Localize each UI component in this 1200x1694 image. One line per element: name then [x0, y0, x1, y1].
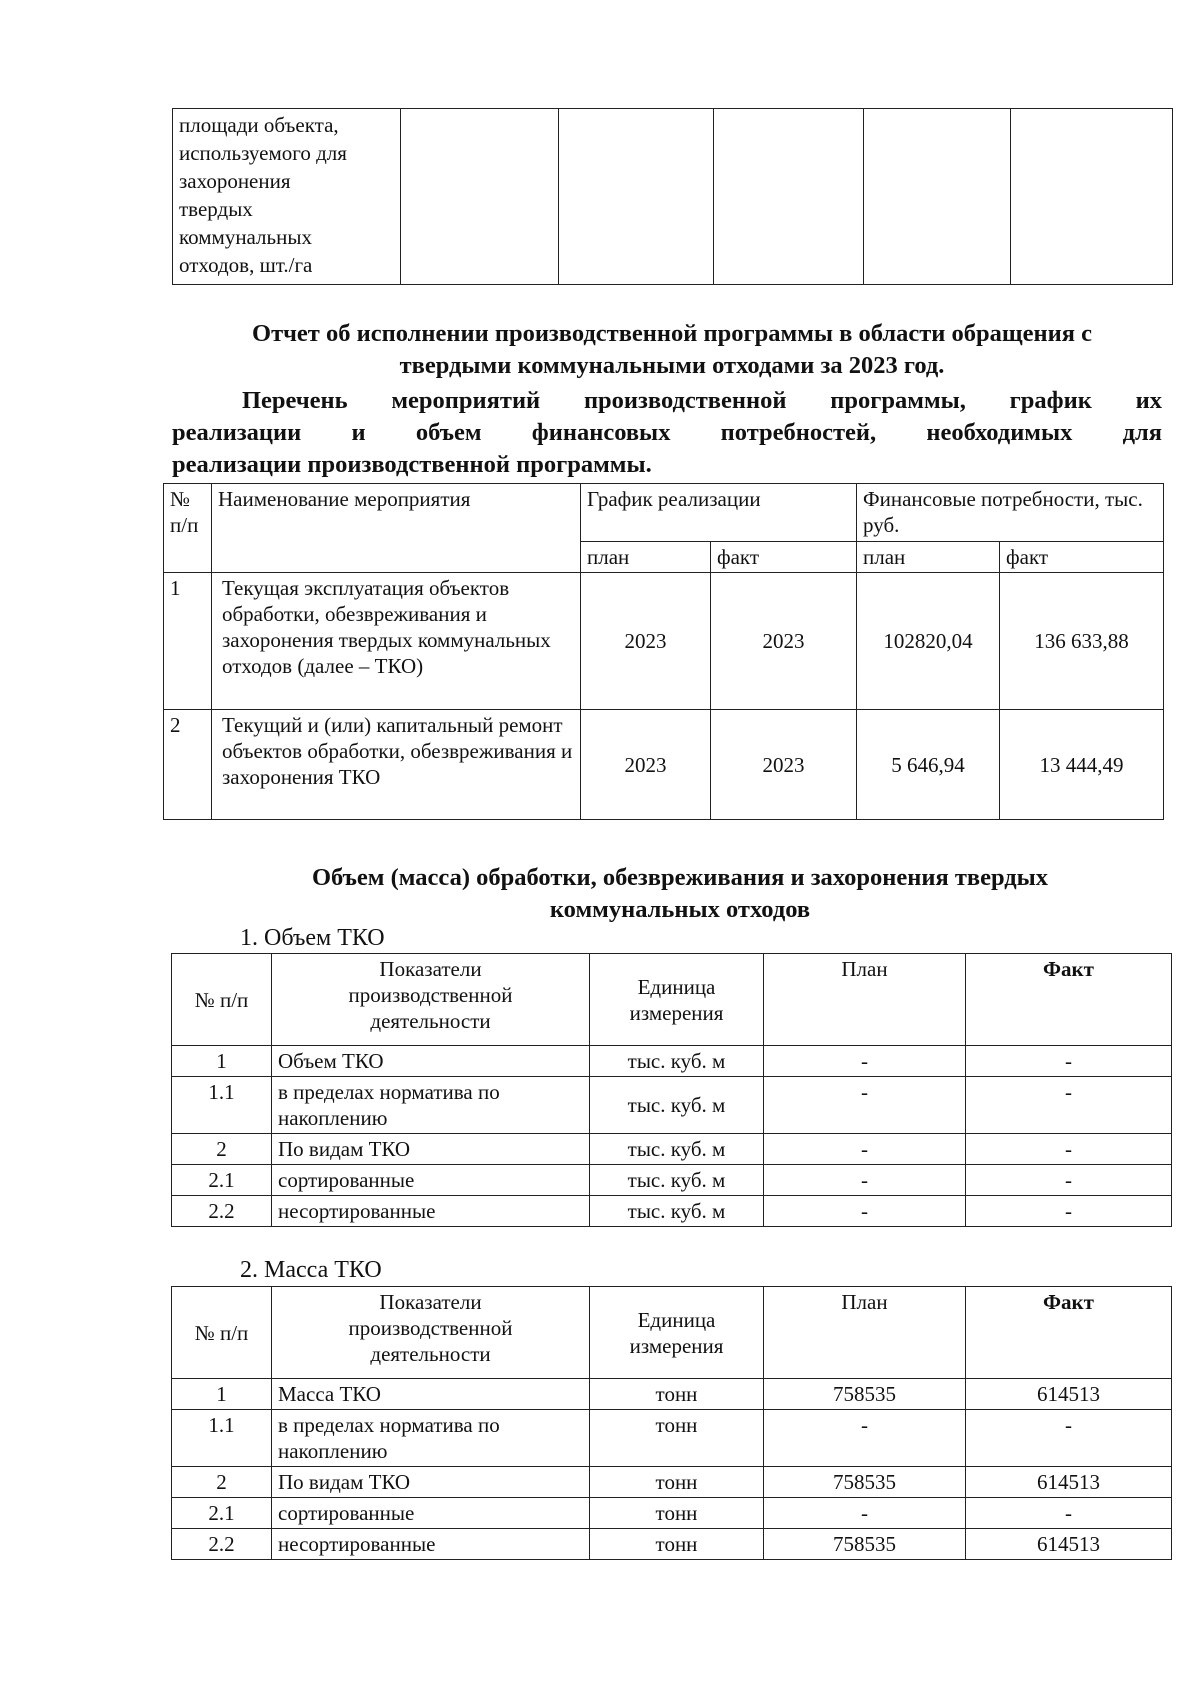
table-row [172, 1165, 1172, 1196]
empty-cell [864, 109, 1011, 285]
row-name: несортированные [272, 1196, 590, 1227]
cell-line: коммунальных [179, 225, 312, 249]
row-fact: - [966, 1410, 1172, 1467]
col-header-name: Наименование мероприятия [212, 484, 581, 573]
row-num: 2.1 [172, 1498, 272, 1529]
table-row [172, 1529, 1172, 1560]
row-plan: 758535 [764, 1529, 966, 1560]
table-row [164, 710, 1164, 820]
volume-title-line: Объем (масса) обработки, обезвреживания и захоронения твердых [311, 864, 1049, 891]
row-num: 1.1 [172, 1410, 272, 1467]
cell-line: площади объекта, [179, 113, 339, 137]
row-fact: - [966, 1498, 1172, 1529]
row-fact: 614513 [966, 1379, 1172, 1410]
row-name: Объем ТКО [272, 1046, 590, 1077]
col-header-num: № п/п [172, 954, 272, 1046]
row-unit: тыс. куб. м [590, 1077, 764, 1134]
col-header-unit: Единица измерения [590, 1287, 764, 1379]
top-continuation-table [172, 108, 1173, 285]
sub-header-plan: план [581, 542, 711, 573]
empty-cell [401, 109, 559, 285]
list-heading-line: реализации производственной программы. [172, 451, 652, 478]
row-num: 2 [164, 710, 212, 820]
row-name: сортированные [272, 1165, 590, 1196]
col-header-indicator: Показатели производственной деятельности [272, 954, 590, 1046]
report-title-line: Отчет об исполнении производственной программы в области обращения с [252, 320, 1092, 347]
cell-line: захоронения [179, 169, 291, 193]
row-name: сортированные [272, 1498, 590, 1529]
cell-line: используемого для [179, 141, 347, 165]
col-header-fact: Факт [966, 1287, 1172, 1379]
row-fact: - [966, 1046, 1172, 1077]
row-fin-plan: 5 646,94 [857, 710, 1000, 820]
row-num: 2.2 [172, 1529, 272, 1560]
row-plan: - [764, 1196, 966, 1227]
measures-table [163, 483, 1164, 820]
measures-list-heading [172, 385, 1162, 481]
empty-cell [714, 109, 864, 285]
row-sched-plan: 2023 [581, 710, 711, 820]
table-row [164, 573, 1164, 710]
col-header-num: № п/п [164, 484, 212, 573]
row-name: в пределах норматива по накоплению [272, 1410, 590, 1467]
empty-cell [1011, 109, 1173, 285]
row-num: 1 [172, 1379, 272, 1410]
row-unit: тонн [590, 1498, 764, 1529]
row-unit: тонн [590, 1467, 764, 1498]
row-num: 1 [172, 1046, 272, 1077]
col-header-schedule: График реализации [581, 484, 857, 542]
table-row [172, 1410, 1172, 1467]
row-unit: тыс. куб. м [590, 1196, 764, 1227]
row-sched-fact: 2023 [711, 710, 857, 820]
cell-line: твердых [179, 197, 253, 221]
table-row [172, 1379, 1172, 1410]
sub-header-fact: факт [711, 542, 857, 573]
sub-header-plan: план [857, 542, 1000, 573]
table-row [172, 1046, 1172, 1077]
mass-table [171, 1286, 1172, 1560]
row-unit: тонн [590, 1529, 764, 1560]
mass-table-caption: 2. Масса ТКО [240, 1257, 382, 1283]
volume-table-caption: 1. Объем ТКО [240, 925, 385, 951]
row-num: 1 [164, 573, 212, 710]
row-sched-fact: 2023 [711, 573, 857, 710]
row-num: 2.1 [172, 1165, 272, 1196]
col-header-finance: Финансовые потребности, тыс. руб. [857, 484, 1164, 542]
row-plan: - [764, 1134, 966, 1165]
row-name: Масса ТКО [272, 1379, 590, 1410]
row-fact: - [966, 1077, 1172, 1134]
table-row [172, 1498, 1172, 1529]
col-header-plan: План [764, 1287, 966, 1379]
row-unit: тыс. куб. м [590, 1046, 764, 1077]
empty-cell [559, 109, 714, 285]
col-header-unit: Единица измерения [590, 954, 764, 1046]
row-unit: тонн [590, 1379, 764, 1410]
row-name: в пределах норматива по накоплению [272, 1077, 590, 1134]
row-fin-plan: 102820,04 [857, 573, 1000, 710]
col-header-indicator: Показатели производственной деятельности [272, 1287, 590, 1379]
row-name: По видам ТКО [272, 1467, 590, 1498]
sub-header-fact: факт [1000, 542, 1164, 573]
row-plan: - [764, 1410, 966, 1467]
row-num: 1.1 [172, 1077, 272, 1134]
row-num: 2 [172, 1134, 272, 1165]
row-plan: - [764, 1165, 966, 1196]
col-header-fact: Факт [966, 954, 1172, 1046]
row-fact: - [966, 1196, 1172, 1227]
list-heading-line: реализации и объем финансовых потребностей, необходимых для [172, 419, 1162, 446]
table-row [172, 1134, 1172, 1165]
report-title [172, 318, 1172, 382]
row-name: несортированные [272, 1529, 590, 1560]
row-unit: тонн [590, 1410, 764, 1467]
report-title-line: твердыми коммунальными отходами за 2023 год. [399, 352, 945, 379]
row-plan: 758535 [764, 1467, 966, 1498]
row-name: По видам ТКО [272, 1134, 590, 1165]
row-num: 2.2 [172, 1196, 272, 1227]
col-header-num: № п/п [172, 1287, 272, 1379]
volume-title-line: коммунальных отходов [549, 896, 811, 923]
top-cell-text [173, 109, 401, 285]
list-heading-line: Перечень мероприятий производственной программы, график их [242, 387, 1162, 414]
row-num: 2 [172, 1467, 272, 1498]
cell-line: отходов, шт./га [179, 253, 313, 277]
row-fin-fact: 13 444,49 [1000, 710, 1164, 820]
row-plan: - [764, 1498, 966, 1529]
row-fact: 614513 [966, 1529, 1172, 1560]
volume-section-title [230, 862, 1130, 926]
row-fin-fact: 136 633,88 [1000, 573, 1164, 710]
row-plan: 758535 [764, 1379, 966, 1410]
row-name: Текущая эксплуатация объектов обработки, обезвреживания и захоронения твердых коммунальных отходов (далее – ТКО) [212, 573, 581, 710]
table-row [172, 1077, 1172, 1134]
table-row [172, 1467, 1172, 1498]
row-plan: - [764, 1046, 966, 1077]
table-row [172, 1196, 1172, 1227]
row-sched-plan: 2023 [581, 573, 711, 710]
row-fact: 614513 [966, 1467, 1172, 1498]
row-name: Текущий и (или) капитальный ремонт объектов обработки, обезвреживания и захоронения ТКО [212, 710, 581, 820]
col-header-plan: План [764, 954, 966, 1046]
row-fact: - [966, 1165, 1172, 1196]
row-unit: тыс. куб. м [590, 1134, 764, 1165]
volume-table [171, 953, 1172, 1227]
row-fact: - [966, 1134, 1172, 1165]
row-plan: - [764, 1077, 966, 1134]
row-unit: тыс. куб. м [590, 1165, 764, 1196]
